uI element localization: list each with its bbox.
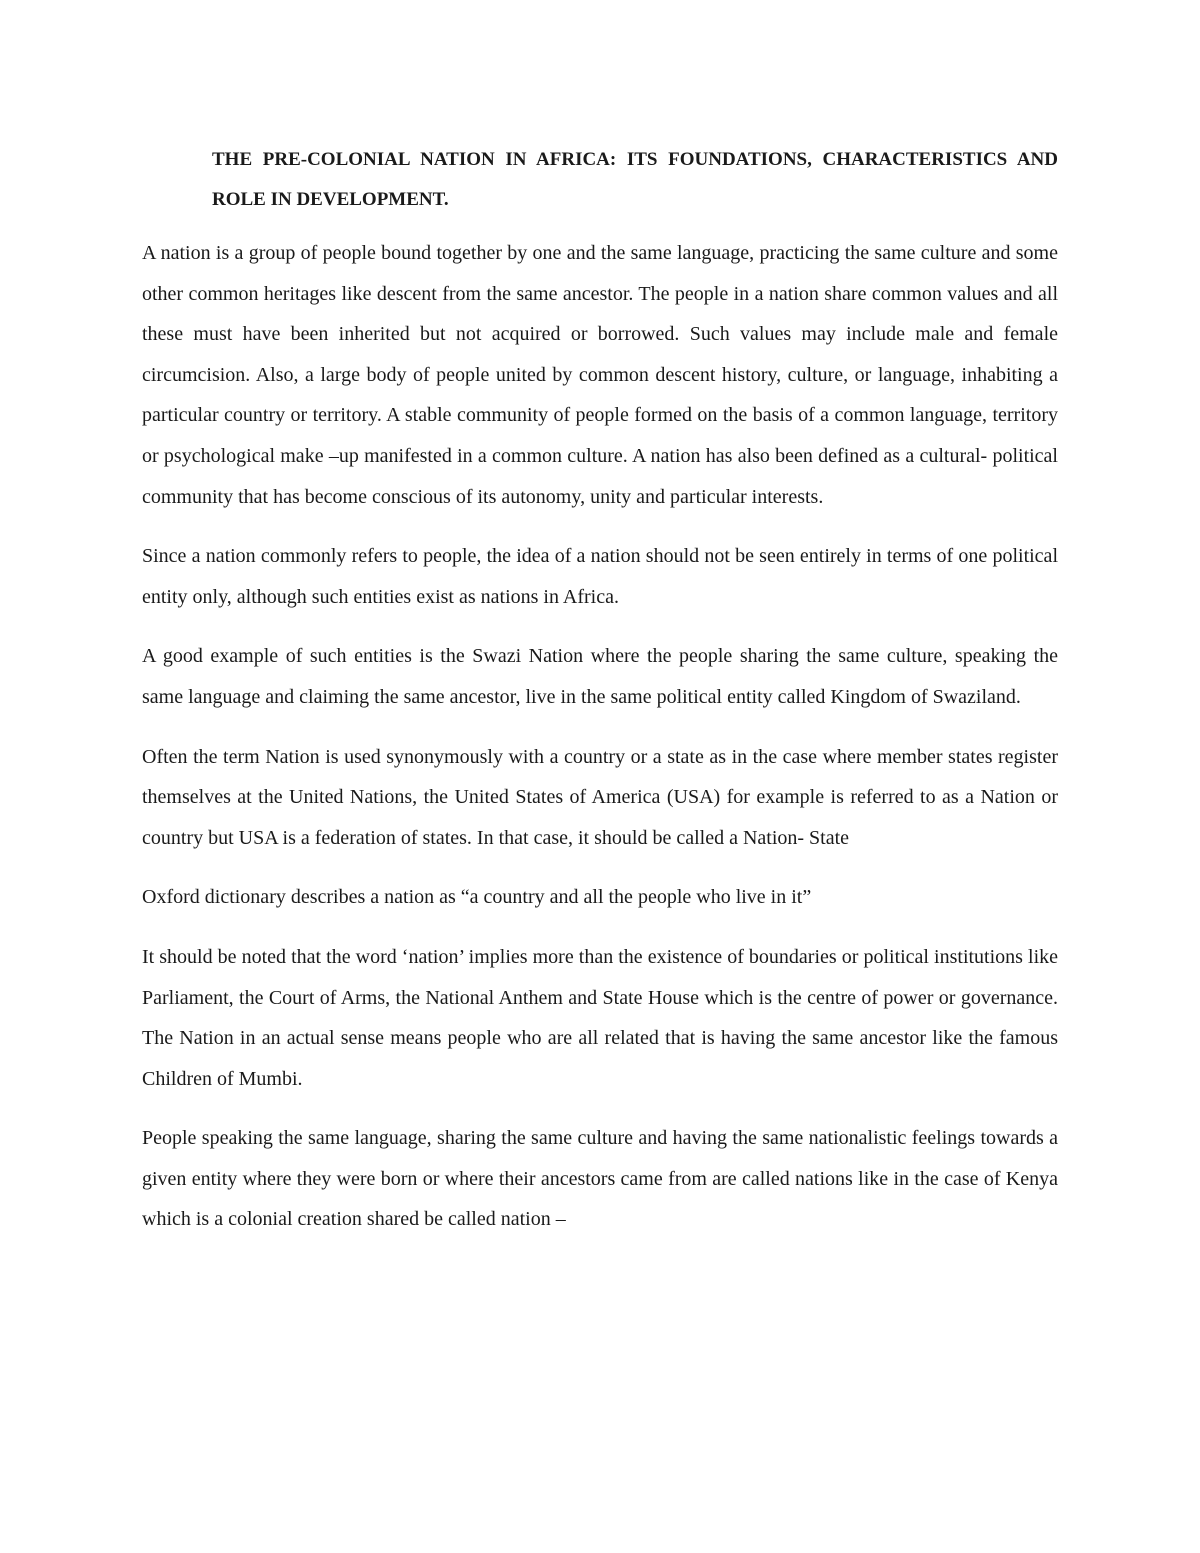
paragraph-nation-state: Often the term Nation is used synonymously with a country or a state as in the case where member states register themselves at the United Nations, the United States of America (USA) for example is referred to as a Nation or country but USA is a federation of states. In that case, it should be called a Nation- State <box>142 745 1058 849</box>
paragraph-swazi-example: A good example of such entities is the Swazi Nation where the people sharing the same culture, speaking the same language and claiming the same ancestor, live in the same political entity called Kingdom of Swaziland. <box>142 645 1058 708</box>
paragraph-oxford-definition: Oxford dictionary describes a nation as “a country and all the people who live in it” <box>142 886 812 909</box>
paragraph-political-entity: Since a nation commonly refers to people, the idea of a nation should not be seen entirely in terms of one political entity only, although such entities exist as nations in Africa. <box>142 545 1058 608</box>
paragraph-definition: A nation is a group of people bound together by one and the same language, practicing the same culture and some other common heritages like descent from the same ancestor. The people in a nation share common values and all these must have been inherited but not acquired or borrowed. Such values may include male and female circumcision. Also, a large body of people united by common descent history, culture, or language, inhabiting a particular country or territory. A stable community of people formed on the basis of a common language, territory or psychological make –up manifested in a common culture. A nation has also been defined as a cultural- political community that has become conscious of its autonomy, unity and particular interests. <box>142 242 1058 508</box>
paragraph-kenya-example: People speaking the same language, sharing the same culture and having the same nationalistic feelings towards a given entity where they were born or where their ancestors came from are called nations like in the case of Kenya which is a colonial creation shared be called nation – <box>142 1127 1058 1231</box>
paragraph-nation-meaning: It should be noted that the word ‘nation’ implies more than the existence of boundaries or political institutions like Parliament, the Court of Arms, the National Anthem and State House which is the centre of power or governance. The Nation in an actual sense means people who are all related that is having the same ancestor like the famous Children of Mumbi. <box>142 945 1058 1090</box>
document-body <box>142 233 1058 1259</box>
document-title: THE PRE-COLONIAL NATION IN AFRICA: ITS FOUNDATIONS, CHARACTERISTICS AND ROLE IN DEVELOPMENT. <box>212 149 1058 210</box>
